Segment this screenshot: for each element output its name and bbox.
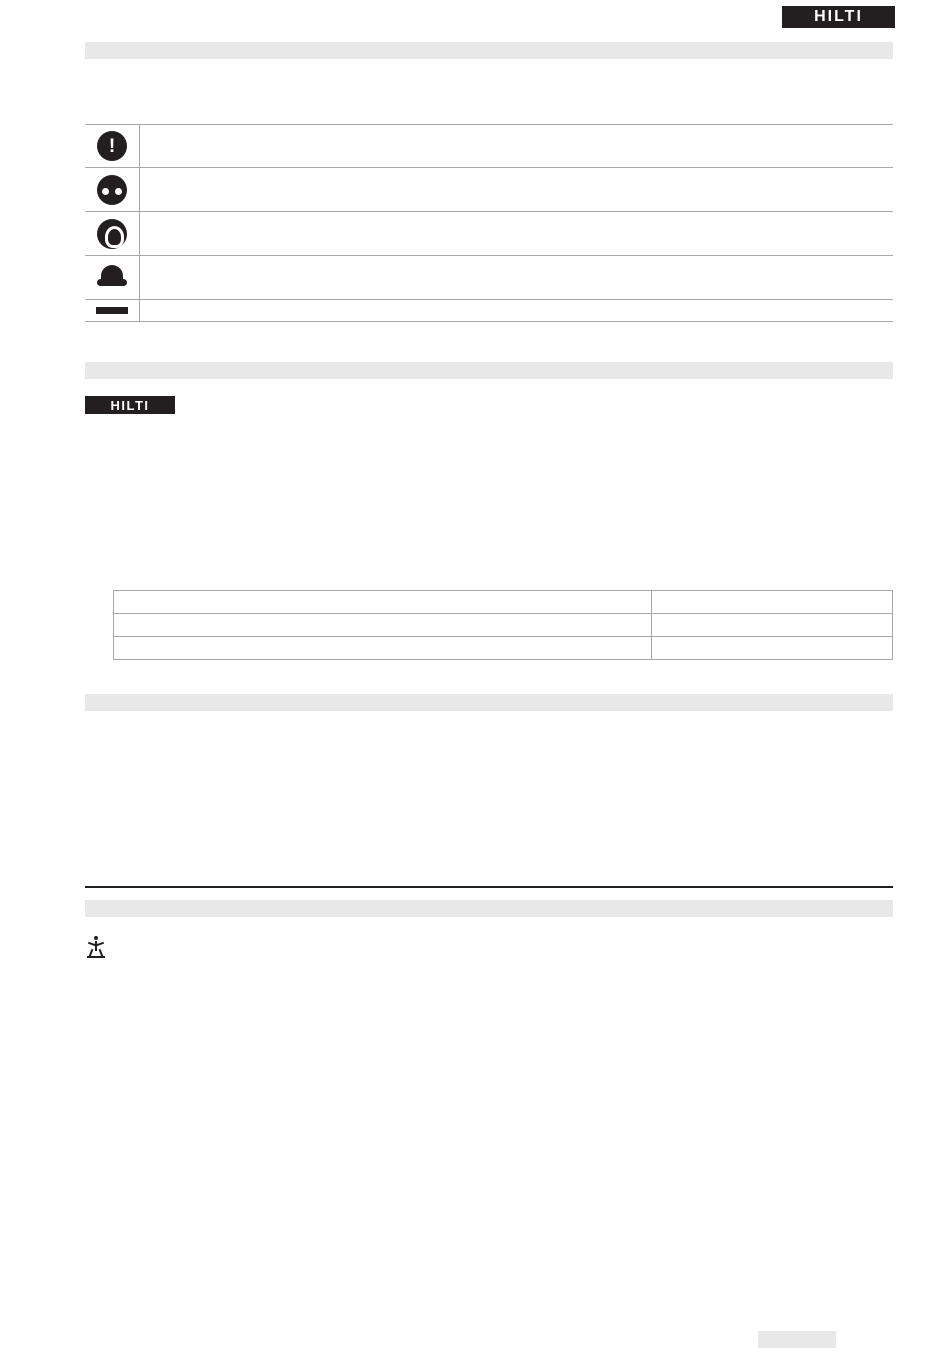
hilti-logo-header (782, 6, 895, 28)
warning-exclamation-icon: ! (97, 131, 127, 161)
table-cell-label (114, 637, 652, 660)
table-row (85, 256, 893, 300)
table-row (114, 637, 893, 660)
symbol-cell (85, 300, 139, 321)
symbol-description (139, 212, 893, 255)
solid-bar-icon (96, 307, 128, 314)
table-row (114, 614, 893, 637)
hilti-logo-inline (85, 396, 175, 414)
table-cell-label (114, 614, 652, 637)
table-row (114, 591, 893, 614)
hilti-logo-inline-wordmark: HILTI (110, 397, 150, 413)
symbol-cell (85, 256, 139, 299)
hilti-logo-wordmark: HILTI (814, 8, 863, 25)
symbol-description (139, 256, 893, 299)
table-row (85, 300, 893, 322)
table-row (85, 212, 893, 256)
safety-goggles-icon (97, 175, 127, 205)
hard-hat-icon (97, 263, 127, 293)
ear-protection-icon (97, 219, 127, 249)
table-row (85, 124, 893, 168)
footer-page-number-box (758, 1331, 836, 1348)
symbol-description (139, 125, 893, 167)
table-cell-value (652, 637, 893, 660)
symbol-cell (85, 125, 139, 167)
section-header-bar-1 (85, 42, 893, 59)
symbol-cell (85, 168, 139, 211)
table-cell-value (652, 614, 893, 637)
symbol-description (139, 300, 893, 321)
anchor-person-icon (85, 936, 107, 958)
symbol-cell (85, 212, 139, 255)
symbol-legend-table (85, 124, 893, 322)
table-cell-value (652, 591, 893, 614)
horizontal-divider (85, 886, 893, 888)
specification-table (113, 590, 893, 660)
symbol-description (139, 168, 893, 211)
section-header-bar-3 (85, 694, 893, 711)
table-cell-label (114, 591, 652, 614)
section-header-bar-4 (85, 900, 893, 917)
section-header-bar-2 (85, 362, 893, 379)
table-row (85, 168, 893, 212)
